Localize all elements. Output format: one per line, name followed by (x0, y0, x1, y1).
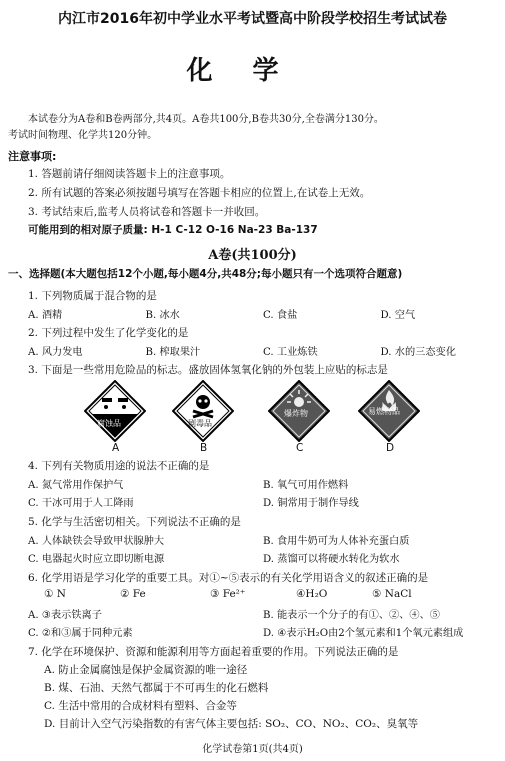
question-5-stem: 5. 化学与生活密切相关。下列说法不正确的是 (28, 516, 241, 528)
option: B. 煤、石油、天然气都属于不可再生的化石燃料 (44, 682, 269, 694)
sign-letter: C (296, 442, 304, 454)
option: D. 空气 (380, 310, 416, 321)
option: B. 能表示一个分子的有①、②、④、⑤ (263, 610, 440, 621)
question-7-stem: 7. 化学在环境保护、资源和能源利用等方面起着重要的作用。下列说法正确的是 (28, 646, 399, 658)
option: A. 酒精 (28, 310, 63, 321)
question-6-options-row1 (28, 606, 498, 621)
symbol: ⑤ NaCl (372, 588, 412, 600)
sign-letter: D (386, 442, 395, 454)
option: C. 干冰可用于人工降雨 (28, 498, 134, 509)
symbol: ③ Fe²⁺ (210, 588, 246, 600)
option: D. ④表示H₂O由2个氢元素和1个氧元素组成 (263, 628, 464, 639)
intro-line-1: 本试卷分为A卷和B卷两部分,共4页。A卷共100分,B卷共30分,全卷满分130分。 (28, 114, 384, 125)
question-6-stem: 6. 化学用语是学习化学的重要工具。对①~⑤表示的有关化学用语含义的叙述正确的是 (28, 572, 429, 584)
question-4-options-row1 (28, 476, 498, 491)
section-instruction: 一、选择题(本大题包括12个小题,每小题4分,共48分;每小题只有一个选项符合题意) (8, 268, 403, 280)
option: A. ③表示铁离子 (28, 610, 102, 621)
section-title: A卷(共100分) (208, 248, 297, 263)
notes-heading: 注意事项: (8, 150, 57, 163)
option: C. 工业炼铁 (263, 347, 318, 358)
option: D. 水的三态变化 (380, 347, 456, 358)
option: C. ②和③属于同种元素 (28, 628, 133, 639)
sign-label: 爆炸物 (284, 409, 308, 418)
option: B. 冰水 (145, 310, 180, 321)
atomic-mass-line: 可能用到的相对原子质量: H-1 C-12 O-16 Na-23 Ba-137 (28, 224, 318, 236)
option: A. 风力发电 (28, 347, 83, 358)
option: B. 榨取果汁 (145, 347, 201, 358)
question-1-stem: 1. 下列物质属于混合物的是 (28, 290, 157, 302)
option: C. 电器起火时应立即切断电源 (28, 554, 165, 565)
sign-label: 腐蚀品 (97, 419, 121, 428)
question-2-options (28, 343, 498, 358)
option: A. 人体缺铁会导致甲状腺肿大 (28, 536, 165, 547)
symbol: ② Fe (120, 588, 146, 600)
question-6-options-row2 (28, 624, 498, 639)
note-item: 3. 考试结束后,监考人员将试卷和答题卡一并收回。 (28, 206, 266, 218)
exam-title: 内江市2016年初中学业水平考试暨高中阶段学校招生考试试卷 (58, 11, 447, 27)
symbol: ① N (44, 588, 66, 600)
question-2-stem: 2. 下列过程中发生了化学变化的是 (28, 327, 189, 339)
option: D. 目前计入空气污染指数的有害气体主要包括: SO₂、CO、NO₂、CO₂、臭氧等 (44, 718, 419, 730)
option: A. 防止金属腐蚀是保护金属资源的唯一途径 (44, 664, 248, 676)
option: C. 食盐 (263, 310, 298, 321)
intro-line-2: 考试时间物理、化学共120分钟。 (8, 130, 158, 141)
note-item: 1. 答题前请仔细阅读答题卡上的注意事项。 (28, 168, 231, 180)
option: C. 生活中常用的合成材料有塑料、合金等 (44, 700, 237, 712)
question-5-options-row1 (28, 532, 498, 547)
option: A. 氮气常用作保护气 (28, 480, 124, 491)
sign-label: 剧毒品 (188, 419, 212, 428)
sign-label: 易燃物品 (368, 407, 400, 416)
question-3-stem: 3. 下面是一些常用危险品的标志。盛放固体氢氧化钠的外包装上应贴的标志是 (28, 364, 388, 376)
option: D. 蒸馏可以将硬水转化为软水 (263, 554, 400, 565)
sign-letter: B (200, 442, 208, 454)
option: B. 氧气可用作燃料 (263, 480, 349, 491)
symbol: ④H₂O (296, 588, 328, 600)
question-4-options-row2 (28, 494, 498, 509)
subject-title: 化学 (186, 56, 319, 86)
option: D. 铜常用于制作导线 (263, 498, 359, 509)
note-item: 2. 所有试题的答案必须按题号填写在答题卡相应的位置上,在试卷上无效。 (28, 187, 371, 199)
question-1-options (28, 306, 498, 321)
page-footer: 化学试卷第1页(共4页) (202, 744, 303, 755)
question-4-stem: 4. 下列有关物质用途的说法不正确的是 (28, 460, 210, 472)
option: B. 食用牛奶可为人体补充蛋白质 (263, 536, 410, 547)
sign-letter: A (112, 442, 120, 454)
question-5-options-row2 (28, 550, 498, 565)
